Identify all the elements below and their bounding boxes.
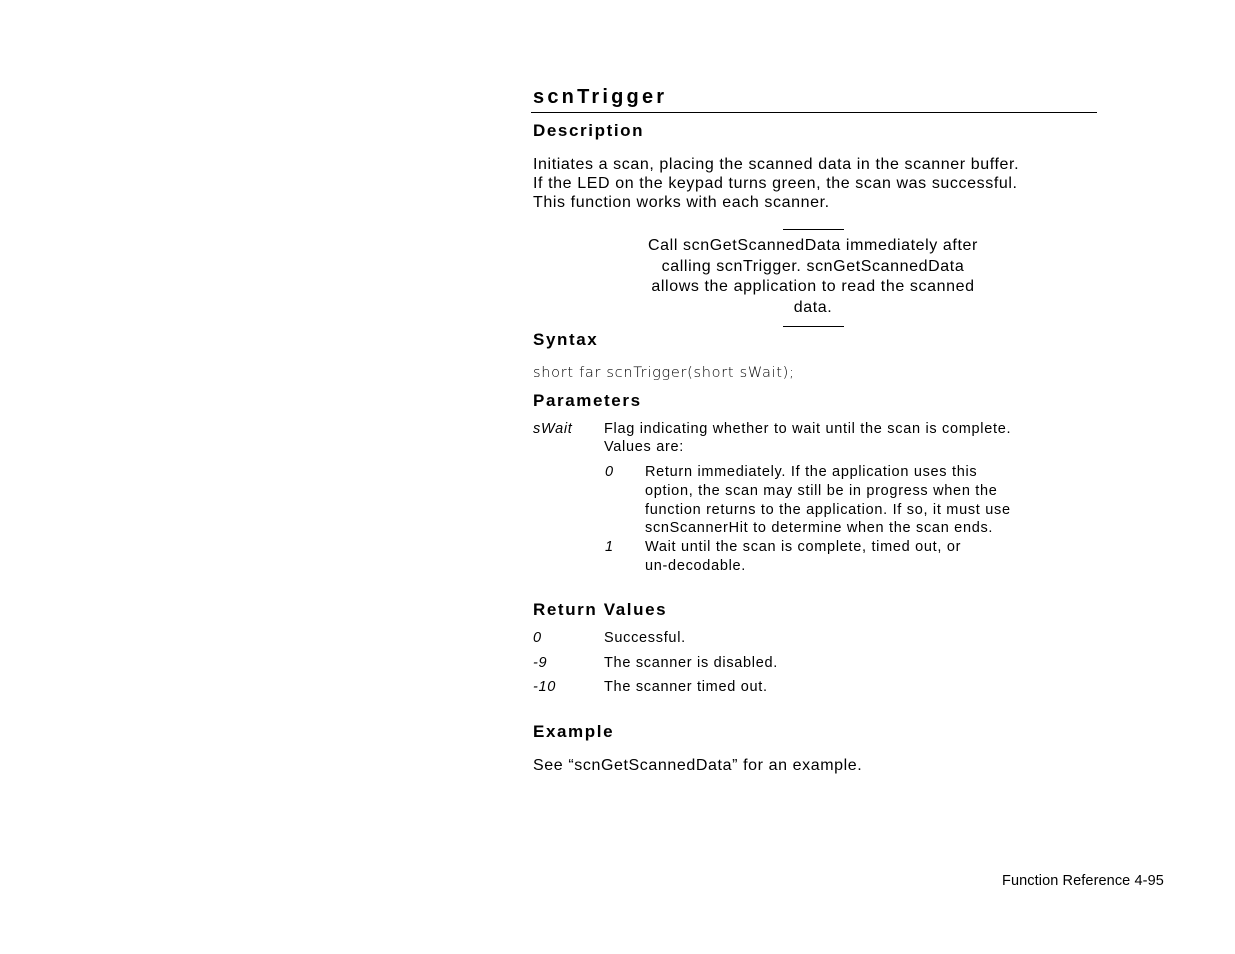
description-heading: Description: [533, 121, 645, 140]
parameter-value: 1: [605, 539, 614, 555]
parameter-desc-line: Flag indicating whether to wait until the scan is complete.: [604, 421, 1012, 437]
parameter-value-line: Wait until the scan is complete, timed out, or: [645, 539, 962, 555]
return-text: The scanner is disabled.: [604, 655, 778, 671]
parameters-heading: Parameters: [533, 391, 642, 410]
description-line: Initiates a scan, placing the scanned data in the scanner buffer.: [533, 156, 1020, 173]
example-text: See “scnGetScannedData” for an example.: [533, 757, 863, 774]
syntax-heading: Syntax: [533, 330, 599, 349]
note-line: data.: [793, 298, 833, 316]
note-top-rule: [783, 229, 844, 230]
note-bottom-rule: [783, 326, 844, 327]
return-code: -10: [533, 679, 557, 695]
return-text: Successful.: [604, 630, 686, 646]
return-code: -9: [533, 655, 548, 671]
return-text: The scanner timed out.: [604, 679, 768, 695]
syntax-code: short far scnTrigger(short sWait);: [533, 365, 795, 381]
parameter-name: sWait: [533, 421, 573, 437]
example-heading: Example: [533, 722, 615, 741]
parameter-desc-line: Values are:: [604, 439, 684, 455]
page-title: scnTrigger: [533, 86, 668, 108]
description-line: If the LED on the keypad turns green, the scan was successful.: [533, 175, 1018, 192]
title-rule: [531, 112, 1097, 113]
note-line: allows the application to read the scanned: [651, 278, 975, 295]
parameter-value-line: un-decodable.: [645, 558, 747, 574]
note-box: [613, 236, 1013, 318]
return-code: 0: [533, 630, 542, 646]
description-line: This function works with each scanner.: [533, 194, 830, 211]
parameter-value-line: Return immediately. If the application uses this: [645, 464, 978, 480]
note-line: calling scnTrigger. scnGetScannedData: [661, 257, 965, 275]
parameter-value: 0: [605, 464, 614, 480]
page-footer: Function Reference 4-95: [1002, 873, 1164, 889]
note-line: Call scnGetScannedData immediately after: [648, 237, 978, 254]
return-values-heading: Return Values: [533, 600, 668, 619]
parameter-value-line: scnScannerHit to determine when the scan ends.: [645, 520, 994, 536]
parameter-value-line: option, the scan may still be in progress when the: [645, 483, 998, 499]
parameter-value-line: function returns to the application. If so, it must use: [645, 502, 1011, 518]
